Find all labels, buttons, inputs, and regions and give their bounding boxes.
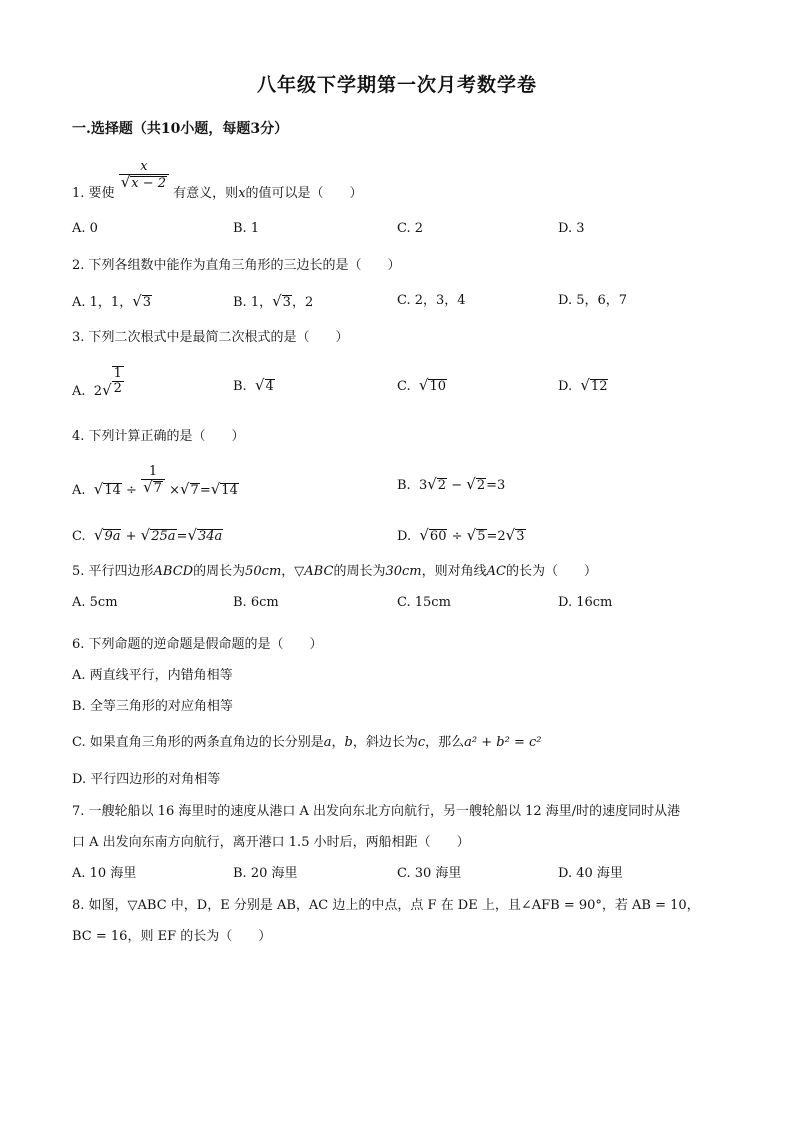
q5-option-a: A. 5cm: [72, 595, 118, 610]
q6-option-c: C. 如果直角三角形的两条直角边的长分别是a，b，斜边长为c，那么a² + b² = c²: [72, 735, 542, 750]
q1-option-a: A. 0: [72, 221, 98, 236]
q5-option-b: B. 6cm: [233, 595, 279, 610]
page-title: 八年级下学期第一次月考数学卷: [256, 74, 537, 96]
q5-option-c: C. 15cm: [397, 595, 451, 610]
question-3: 3. 下列二次根式中是最简二次根式的是（ ）: [72, 330, 349, 345]
question-5: 5. 平行四边形ABCD的周长为50cm，▽ABC的周长为30cm，则对角线AC的长为（ ）: [72, 564, 597, 579]
question-1: 1. 要使 $\frac{x}{√x - 2}$ 有意义，则x的值可以是（ ）: [72, 159, 363, 201]
question-4: 4. 下列计算正确的是（ ）: [72, 429, 245, 444]
q4-option-c: C. √9a + √25a=√34a: [72, 526, 223, 544]
q2-option-d: D. 5，6，7: [558, 293, 628, 308]
q3-option-d: D. √12: [558, 376, 608, 394]
q6-option-d: D. 平行四边形的对角相等: [72, 772, 221, 787]
q1-option-b: B. 1: [233, 221, 260, 236]
question-8-line-2: BC = 16，则 EF 的长为（ ）: [72, 929, 272, 944]
question-7-line-1: 7. 一艘轮船以 16 海里时的速度从港口 A 出发向东北方向航行，另一艘轮船以 12 海里/时的速度同时从港: [72, 804, 681, 819]
q1-fraction: $\frac{x}{√x - 2}$: [119, 160, 169, 191]
q1-option-d: D. 3: [558, 221, 585, 236]
q6-option-a: A. 两直线平行，内错角相等: [72, 668, 233, 683]
q7-option-d: D. 40 海里: [558, 866, 623, 881]
q1-option-c: C. 2: [397, 221, 424, 236]
question-6: 6. 下列命题的逆命题是假命题的是（ ）: [72, 637, 323, 652]
question-2: 2. 下列各组数中能作为直角三角形的三边长的是（ ）: [72, 258, 401, 273]
q2-option-a: A. 1，1，√3: [72, 292, 152, 310]
question-8-line-1: 8. 如图，▽ABC 中，D，E 分别是 AB，AC 边上的中点，点 F 在 DE 上，且∠AFB = 90°，若 AB = 10，: [72, 898, 700, 913]
section-heading: 一.选择题（共10小题，每题3分）: [72, 121, 289, 137]
q3-option-a: A. 2√ $\frac{1}{2}$: [72, 366, 122, 399]
question-7-line-2: 口 A 出发向东南方向航行，离开港口 1.5 小时后，两船相距（ ）: [72, 835, 470, 850]
q2-option-c: C. 2，3，4: [397, 293, 466, 308]
q6-option-b: B. 全等三角形的对应角相等: [72, 699, 233, 714]
q3-option-c: C. √10: [397, 376, 446, 394]
q7-option-a: A. 10 海里: [72, 866, 137, 881]
q5-option-d: D. 16cm: [558, 595, 613, 610]
q3-option-b: B. √4: [233, 376, 274, 394]
q4-option-b: B. 3√2 − √2=3: [397, 475, 506, 493]
q7-option-b: B. 20 海里: [233, 866, 298, 881]
q4-option-d: D. √60 ÷ √5=2√3: [397, 526, 525, 544]
q7-option-c: C. 30 海里: [397, 866, 462, 881]
q4-option-a: A. √14 ÷ $\frac{1}{√7}$ ×√7=√14: [72, 464, 238, 498]
q2-option-b: B. 1，√3，2: [233, 292, 314, 310]
